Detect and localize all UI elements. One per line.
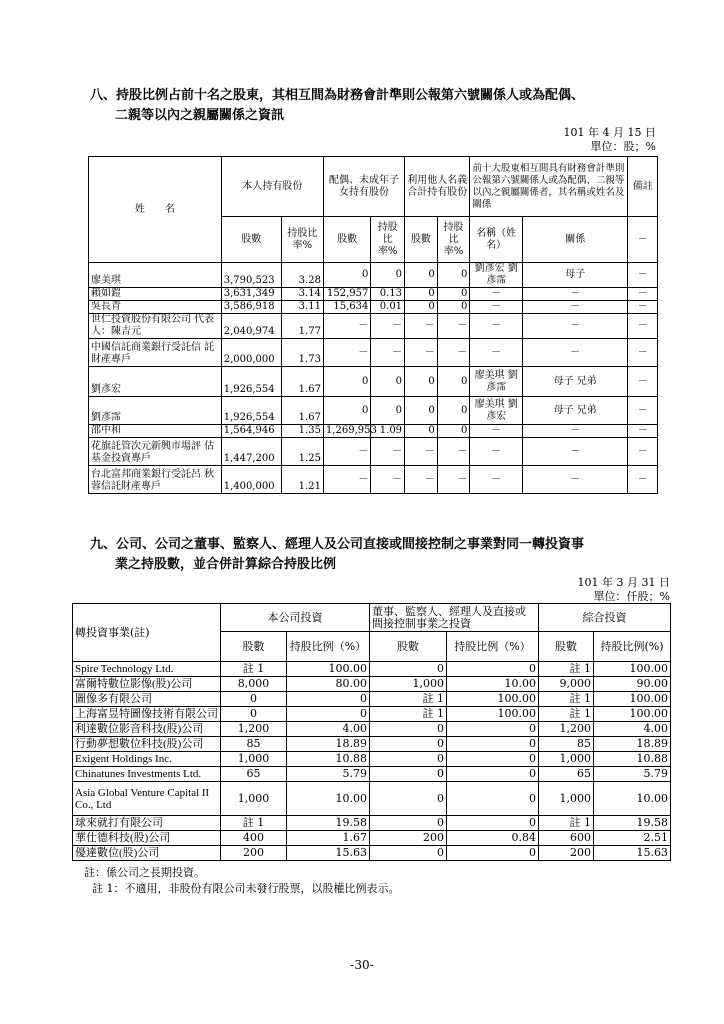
note: － — [628, 466, 658, 494]
relation: － — [523, 438, 628, 466]
d-shares: 0 — [370, 767, 447, 782]
c-ratio: 100.00 — [287, 662, 370, 677]
t-ratio: 19.58 — [594, 816, 671, 831]
c-ratio: 0 — [287, 707, 370, 722]
ot-shares: 0 — [405, 367, 438, 397]
own-ratio: 3.14 — [281, 288, 323, 301]
header-dash: － — [628, 217, 658, 263]
c-shares: 註 1 — [221, 662, 287, 677]
sp-shares: 0 — [323, 367, 370, 397]
header-combined: 綜合投資 — [539, 604, 671, 632]
t-ratio: 90.00 — [594, 677, 671, 692]
c-shares: 200 — [221, 846, 287, 861]
row-name: 行動夢想數位科技(股)公司 — [73, 737, 221, 752]
own-ratio: 1.77 — [281, 314, 323, 339]
related-name: 廖美琪 劉彥宏 — [470, 397, 523, 425]
row-name: 華仕德科技(股)公司 — [73, 831, 221, 846]
table-row — [89, 367, 658, 397]
own-shares: 2,000,000 — [221, 339, 281, 367]
ot-ratio: － — [437, 466, 470, 494]
c-ratio: 18.89 — [287, 737, 370, 752]
table-row — [89, 288, 658, 301]
header-sp-shares: 股數 — [323, 217, 370, 263]
c-shares: 0 — [221, 692, 287, 707]
ot-shares: 0 — [405, 301, 438, 314]
ot-shares: 0 — [405, 263, 438, 288]
sp-shares: － — [323, 438, 370, 466]
sp-shares: － — [323, 466, 370, 494]
table-row — [89, 438, 658, 466]
note: － — [628, 301, 658, 314]
header-own-shares: 股數 — [221, 217, 281, 263]
table-row — [89, 263, 658, 288]
table-row — [73, 846, 671, 861]
table-row — [73, 816, 671, 831]
sp-shares: 0 — [323, 397, 370, 425]
relation: － — [523, 466, 628, 494]
t-shares: 註 1 — [539, 692, 594, 707]
table-row — [73, 677, 671, 692]
d-shares: 0 — [370, 662, 447, 677]
table-row — [73, 782, 671, 816]
ot-shares: － — [405, 466, 438, 494]
t-shares: 600 — [539, 831, 594, 846]
header-ot-shares: 股數 — [405, 217, 438, 263]
header-investee: 轉投資事業(註) — [73, 604, 221, 662]
note: － — [628, 397, 658, 425]
related-name: － — [470, 339, 523, 367]
c-ratio: 5.79 — [287, 767, 370, 782]
related-name: － — [470, 466, 523, 494]
ot-shares: － — [405, 314, 438, 339]
related-name: 劉彥宏 劉彥霈 — [470, 263, 523, 288]
table-row — [89, 339, 658, 367]
table-row — [73, 737, 671, 752]
header-others: 利用他人名義合計持有股份 — [405, 157, 470, 217]
own-ratio: 3.28 — [281, 263, 323, 288]
t-shares: 1,000 — [539, 752, 594, 767]
d-shares: 0 — [370, 846, 447, 861]
t-ratio: 4.00 — [594, 722, 671, 737]
header-directors: 董事、監察人、經理人及直接或間接控制事業之投資 — [370, 604, 539, 632]
t-shares: 註 1 — [539, 816, 594, 831]
note: － — [628, 314, 658, 339]
row-name: Chinatunes Investments Ltd. — [73, 767, 221, 782]
section9-title-line2: 業之持股數，並合併計算綜合持股比例 — [115, 557, 337, 572]
section9-note1: 註 1：不適用，非股份有限公司未發行股票，以股權比例表示。 — [92, 882, 400, 895]
related-name: － — [470, 301, 523, 314]
header-own-ratio: 持股比率% — [281, 217, 323, 263]
t-ratio: 100.00 — [594, 662, 671, 677]
header-spouse: 配偶、未成年子女持有股份 — [323, 157, 404, 217]
own-shares: 1,564,946 — [221, 425, 281, 438]
own-shares: 3,586,918 — [221, 301, 281, 314]
d-ratio: 0 — [447, 782, 539, 816]
relation: 母子 — [523, 263, 628, 288]
sp-shares: 0 — [323, 263, 370, 288]
own-shares: 1,447,200 — [221, 438, 281, 466]
note: － — [628, 367, 658, 397]
sp-ratio: － — [371, 314, 405, 339]
header-related: 前十大股東相互間具有財務會計準則公報第六號關係人或為配偶、二親等以內之親屬關係者，其名稱或姓名及關係 — [470, 157, 628, 217]
own-ratio: 1.67 — [281, 397, 323, 425]
c-ratio: 15.63 — [287, 846, 370, 861]
ot-shares: － — [405, 438, 438, 466]
ot-ratio: － — [437, 339, 470, 367]
c-shares: 1,000 — [221, 782, 287, 816]
sp-shares: 15,634 — [323, 301, 370, 314]
ot-shares: － — [405, 339, 438, 367]
sp-ratio: － — [371, 438, 405, 466]
ot-shares: 0 — [405, 397, 438, 425]
own-shares: 3,790,523 — [221, 263, 281, 288]
section9-note: 註：係公司之長期投資。 — [84, 866, 205, 879]
ot-ratio: － — [437, 314, 470, 339]
t-shares: 註 1 — [539, 662, 594, 677]
header-c-shares: 股數 — [221, 632, 287, 662]
row-name: 利達數位影音科技(股)公司 — [73, 722, 221, 737]
sp-ratio: 0 — [371, 367, 405, 397]
page-number: -30- — [350, 958, 374, 972]
table-row — [73, 692, 671, 707]
table-row — [89, 314, 658, 339]
c-shares: 85 — [221, 737, 287, 752]
row-name: Exigent Holdings Inc. — [73, 752, 221, 767]
c-ratio: 1.67 — [287, 831, 370, 846]
row-name: 賴如鎧 — [89, 288, 222, 301]
note: － — [628, 438, 658, 466]
sp-shares: 152,957 — [323, 288, 370, 301]
t-shares: 85 — [539, 737, 594, 752]
d-ratio: 0 — [447, 662, 539, 677]
d-shares: 0 — [370, 722, 447, 737]
t-ratio: 18.89 — [594, 737, 671, 752]
investment-table — [72, 603, 671, 861]
section8-unit: 單位：股；% — [590, 140, 656, 153]
c-shares: 65 — [221, 767, 287, 782]
table-row — [73, 707, 671, 722]
section9-date: 101 年 3 月 31 日 — [577, 576, 670, 589]
note: － — [628, 339, 658, 367]
section8-title-line1: 八、持股比例占前十名之股東，其相互間為財務會計準則公報第六號關係人或為配偶、 — [90, 88, 585, 103]
t-ratio: 2.51 — [594, 831, 671, 846]
d-ratio: 0 — [447, 722, 539, 737]
row-name: 中國信託商業銀行受託信 託財產專戶 — [89, 339, 222, 367]
table-row — [89, 425, 658, 438]
header-company: 本公司投資 — [221, 604, 370, 632]
relation: － — [523, 339, 628, 367]
own-ratio: 1.25 — [281, 438, 323, 466]
ot-ratio: 0 — [437, 301, 470, 314]
d-ratio: 10.00 — [447, 677, 539, 692]
d-shares: 0 — [370, 752, 447, 767]
related-name: － — [470, 425, 523, 438]
note: － — [628, 263, 658, 288]
table-row — [73, 662, 671, 677]
section9-unit: 單位：仟股；% — [593, 590, 670, 603]
table-row — [89, 397, 658, 425]
ot-ratio: 0 — [437, 367, 470, 397]
row-name: 球來就打有限公司 — [73, 816, 221, 831]
row-name: 廖美琪 — [89, 263, 222, 288]
header-ot-ratio: 持股比率% — [437, 217, 470, 263]
section9-title-line1: 九、公司、公司之董事、監察人、經理人及公司直接或間接控制之事業對同一轉投資事 — [90, 537, 585, 552]
header-d-ratio: 持股比例（%） — [447, 632, 539, 662]
row-name: 圖像多有限公司 — [73, 692, 221, 707]
table-row — [89, 466, 658, 494]
own-shares: 1,926,554 — [221, 367, 281, 397]
sp-ratio: 0.01 — [371, 301, 405, 314]
table-row — [89, 301, 658, 314]
ot-ratio: 0 — [437, 425, 470, 438]
d-ratio: 0 — [447, 816, 539, 831]
own-shares: 2,040,974 — [221, 314, 281, 339]
relation: － — [523, 425, 628, 438]
sp-ratio: － — [371, 466, 405, 494]
d-ratio: 100.00 — [447, 707, 539, 722]
sp-ratio: 0 — [371, 397, 405, 425]
t-shares: 註 1 — [539, 707, 594, 722]
c-ratio: 0 — [287, 692, 370, 707]
d-ratio: 100.00 — [447, 692, 539, 707]
section8-date: 101 年 4 月 15 日 — [563, 126, 656, 139]
related-name: － — [470, 288, 523, 301]
t-shares: 200 — [539, 846, 594, 861]
d-shares: 1,000 — [370, 677, 447, 692]
ot-shares: 0 — [405, 288, 438, 301]
d-shares: 200 — [370, 831, 447, 846]
d-ratio: 0 — [447, 767, 539, 782]
c-shares: 註 1 — [221, 816, 287, 831]
row-name: 花旗託管次元新興市場評 估基金投資專戶 — [89, 438, 222, 466]
header-t-shares: 股數 — [539, 632, 594, 662]
t-ratio: 5.79 — [594, 767, 671, 782]
t-shares: 1,000 — [539, 782, 594, 816]
d-shares: 0 — [370, 737, 447, 752]
c-shares: 8,000 — [221, 677, 287, 692]
t-ratio: 10.00 — [594, 782, 671, 816]
relation: 母子 兄弟 — [523, 367, 628, 397]
header-t-ratio: 持股比例(%) — [594, 632, 671, 662]
c-ratio: 4.00 — [287, 722, 370, 737]
related-name: 廖美琪 劉彥霈 — [470, 367, 523, 397]
row-name: 台北富邦商業銀行受託呂 秋蓉信託財產專戶 — [89, 466, 222, 494]
section8-title-line2: 二親等以內之親屬關係之資訊 — [115, 108, 285, 123]
t-shares: 65 — [539, 767, 594, 782]
table-row — [73, 831, 671, 846]
d-ratio: 0 — [447, 846, 539, 861]
note: － — [628, 425, 658, 438]
sp-shares: － — [323, 339, 370, 367]
row-name: 世仁投資股份有限公司 代表人：陳吉元 — [89, 314, 222, 339]
t-ratio: 100.00 — [594, 707, 671, 722]
relation: － — [523, 288, 628, 301]
d-shares: 註 1 — [370, 692, 447, 707]
c-ratio: 10.88 — [287, 752, 370, 767]
own-ratio: 1.73 — [281, 339, 323, 367]
header-note: 備註 — [628, 157, 658, 217]
relation: 母子 兄弟 — [523, 397, 628, 425]
c-ratio: 10.00 — [287, 782, 370, 816]
own-shares: 1,400,000 — [221, 466, 281, 494]
c-ratio: 19.58 — [287, 816, 370, 831]
ot-ratio: 0 — [437, 397, 470, 425]
own-shares: 1,926,554 — [221, 397, 281, 425]
row-name: 劉彥霈 — [89, 397, 222, 425]
own-ratio: 1.35 — [281, 425, 323, 438]
d-shares: 0 — [370, 816, 447, 831]
row-name: 富爾特數位影像(股)公司 — [73, 677, 221, 692]
row-name: 邵中和 — [89, 425, 222, 438]
row-name: Spire Technology Ltd. — [73, 662, 221, 677]
d-ratio: 0 — [447, 737, 539, 752]
table-row — [73, 752, 671, 767]
header-own: 本人持有股份 — [221, 157, 323, 217]
own-ratio: 1.67 — [281, 367, 323, 397]
sp-ratio: 1.09 — [371, 425, 405, 438]
row-name: 吳長青 — [89, 301, 222, 314]
c-shares: 1,000 — [221, 752, 287, 767]
header-sp-ratio: 持股比率% — [371, 217, 405, 263]
sp-shares: － — [323, 314, 370, 339]
header-relation: 關係 — [523, 217, 628, 263]
related-name: － — [470, 314, 523, 339]
row-name: 優達數位(股)公司 — [73, 846, 221, 861]
t-ratio: 10.88 — [594, 752, 671, 767]
own-ratio: 3.11 — [281, 301, 323, 314]
relation: － — [523, 314, 628, 339]
t-shares: 9,000 — [539, 677, 594, 692]
t-ratio: 100.00 — [594, 692, 671, 707]
own-shares: 3,631,349 — [221, 288, 281, 301]
header-d-shares: 股數 — [370, 632, 447, 662]
c-ratio: 80.00 — [287, 677, 370, 692]
table-row — [73, 767, 671, 782]
table-row — [73, 722, 671, 737]
header-name: 姓 名 — [89, 157, 222, 263]
ot-ratio: 0 — [437, 288, 470, 301]
d-ratio: 0.84 — [447, 831, 539, 846]
d-shares: 0 — [370, 782, 447, 816]
ot-ratio: － — [437, 438, 470, 466]
c-shares: 400 — [221, 831, 287, 846]
relation: － — [523, 301, 628, 314]
d-ratio: 0 — [447, 752, 539, 767]
c-shares: 0 — [221, 707, 287, 722]
d-shares: 註 1 — [370, 707, 447, 722]
related-name: － — [470, 438, 523, 466]
note: － — [628, 288, 658, 301]
row-name: 上海富昱特圖像技術有限公司 — [73, 707, 221, 722]
sp-ratio: 0.13 — [371, 288, 405, 301]
header-c-ratio: 持股比例（%） — [287, 632, 370, 662]
t-shares: 1,200 — [539, 722, 594, 737]
t-ratio: 15.63 — [594, 846, 671, 861]
own-ratio: 1.21 — [281, 466, 323, 494]
ot-shares: 0 — [405, 425, 438, 438]
sp-shares: 1,269,953 — [323, 425, 370, 438]
row-name: 劉彥宏 — [89, 367, 222, 397]
shareholder-relation-table — [88, 156, 658, 494]
ot-ratio: 0 — [437, 263, 470, 288]
header-related-name: 名稱（姓名） — [470, 217, 523, 263]
sp-ratio: － — [371, 339, 405, 367]
c-shares: 1,200 — [221, 722, 287, 737]
sp-ratio: 0 — [371, 263, 405, 288]
row-name: Asia Global Venture Capital II Co., Ltd — [73, 782, 221, 816]
